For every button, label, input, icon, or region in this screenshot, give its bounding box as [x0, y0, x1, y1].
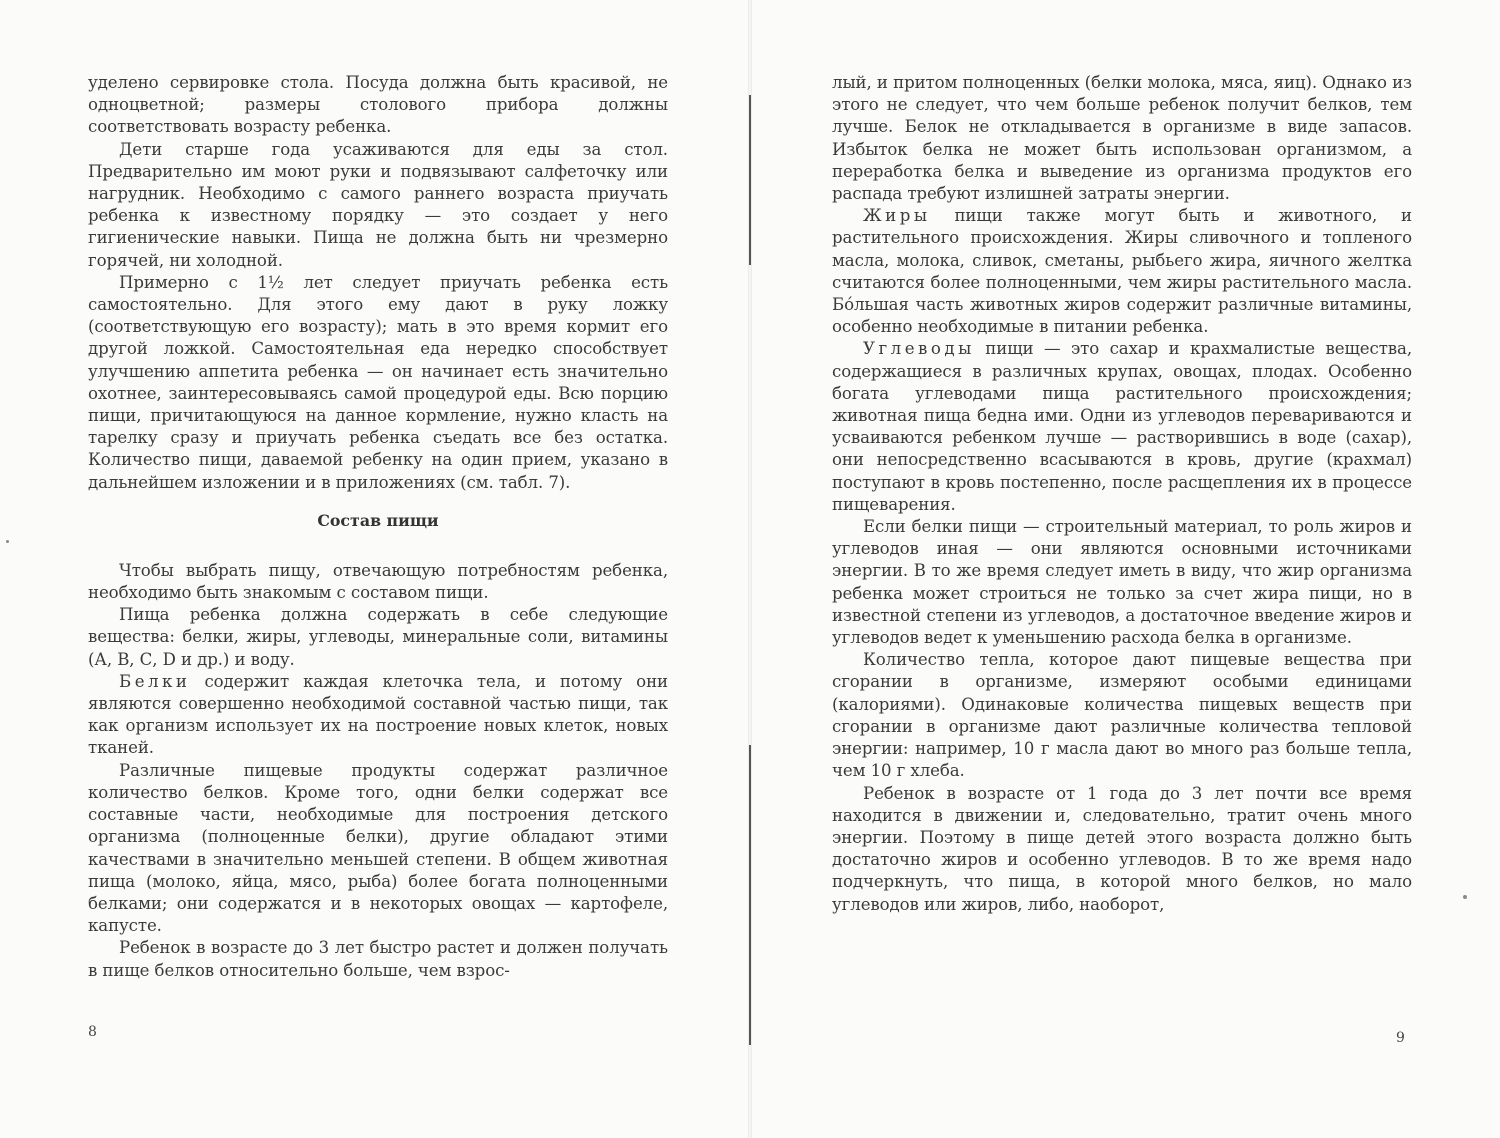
paragraph-belki: [88, 671, 668, 760]
term-zhiry-text: пищи также могут быть и животного, и растительного происхождения. Жиры сливочного и топленого масла, молока, сливок, сметаны, рыбьего жира, яичного желтка считаются более полноценными, чем жиры растительного масла. Бо́льшая часть животных жиров содержит различные витамины, особенно необходимые в питании ребенка.: [832, 206, 1412, 337]
left-text-column: [88, 72, 668, 982]
right-text-column: [832, 72, 1412, 916]
term-belki-text: содержит каждая клеточка тела, и потому они являются совершенно необходимой составной частью пищи, так как организм использует их на построение новых клеток, новых тканей.: [88, 671, 668, 758]
paragraph-zhiry: [832, 205, 1412, 338]
left-page: [0, 0, 748, 1138]
term-uglevody-text: пищи — это сахар и крахмалистые вещества, содержащиеся в различных крупах, овощах, плодах. Особенно богата углеводами пища растительного происхождения; животная пища бедна ими. Одни из углеводов перевариваются и усваиваются ребенком лучше — растворившись в воде (сахар), они непосредственно всасываются в кровь, другие (крахмал) поступают в кровь постепенно, после расщепления их в процессе пищеварения.: [832, 339, 1412, 514]
paragraph: Ребенок в возрасте до 3 лет быстро растет и должен получать в пище белков относительно больше, чем взрос-: [88, 938, 668, 980]
paragraph: Чтобы выбрать пищу, отвечающую потребностям ребенка, необходимо быть знакомым с составом пищи.: [88, 560, 668, 603]
gutter-shadow-mark: [749, 95, 751, 265]
paragraph: Дети старше года усаживаются для еды за стол. Предварительно им моют руки и подвязывают салфеточку или нагрудник. Необходимо с самого раннего возраста приучать ребенка к известному порядку — это создает у него гигиенические навыки. Пища не должна быть ни чрезмерно горячей, ни холодной.: [88, 139, 668, 270]
paragraph: уделено сервировке стола. Посуда должна быть красивой, не одноцветной; размеры столового прибора должны соответствовать возрасту ребенка.: [88, 73, 668, 137]
term-uglevody: Углеводы: [863, 339, 975, 359]
paragraph: Ребенок в возрасте от 1 года до 3 лет почти все время находится в движении и, следовательно, тратит очень много энергии. Поэтому в пище детей этого возраста должно быть достаточно жиров и особенно углеводов. В то же время надо подчеркнуть, что пища, в которой много белков, но мало углеводов или жиров, либо, наоборот,: [832, 783, 1412, 914]
page-number: 8: [88, 1024, 97, 1040]
paper-speck: [6, 540, 9, 543]
paragraph: Пища ребенка должна содержать в себе следующие вещества: белки, жиры, углеводы, минеральные соли, витамины (А, В, С, D и др.) и воду.: [88, 605, 668, 669]
paragraph: Если белки пищи — строительный материал, то роль жиров и углеводов иная — они являются основными источниками энергии. В то же время следует иметь в виду, что жир организма ребенка может строиться не только за счет жира пищи, но в известной степени из углеводов, а достаточное введение жиров и углеводов ведет к уменьшению расхода белка в организме.: [832, 517, 1412, 648]
term-zhiry: Жиры: [863, 206, 931, 226]
paragraph: Примерно с 1½ лет следует приучать ребенка есть самостоятельно. Для этого ему дают в руку ложку (соответствующую его возрасту); мать в это время кормит его другой ложкой. Самостоятельная еда нередко способствует улучшению аппетита ребенка — он начинает есть значительно охотнее, заинтересовываясь самой процедурой еды. Всю порцию пищи, причитающуюся на данное кормление, нужно класть на тарелку сразу и приучать ребенка съедать все без остатка. Количество пищи, даваемой ребенку на один прием, указано в дальнейшем изложении и в приложениях (см. табл. 7).: [88, 272, 668, 492]
right-page: [752, 0, 1500, 1138]
paragraph-uglevody: [832, 338, 1412, 516]
paragraph: Различные пищевые продукты содержат различное количество белков. Кроме того, одни белки содержат все составные части, необходимые для построения детского организма (полноценные белки), другие обладают этими качествами в значительно меньшей степени. В общем животная пища (молоко, яйца, мясо, рыба) более богата полноценными белками; они содержатся и в некоторых овощах — картофеле, капусте.: [88, 760, 668, 936]
paragraph: Количество тепла, которое дают пищевые вещества при сгорании в организме, измеряют особыми единицами (калориями). Одинаковые количества пищевых веществ при сгорании в организме дают различные количества тепловой энергии: например, 10 г масла дают во много раз больше тепла, чем 10 г хлеба.: [832, 650, 1412, 781]
term-belki: Белки: [119, 671, 191, 691]
page-number: 9: [1396, 1030, 1405, 1046]
paragraph: лый, и притом полноценных (белки молока, мяса, яиц). Однако из этого не следует, что чем больше ребенок получит белков, тем лучше. Белок не откладывается в организме в виде запасов. Избыток белка не может быть использован организмом, а переработка белка и выведение из организма продуктов его распада требуют излишней затраты энергии.: [832, 73, 1412, 204]
section-heading: Состав пищи: [317, 510, 439, 530]
gutter-shadow-mark: [749, 745, 751, 1045]
